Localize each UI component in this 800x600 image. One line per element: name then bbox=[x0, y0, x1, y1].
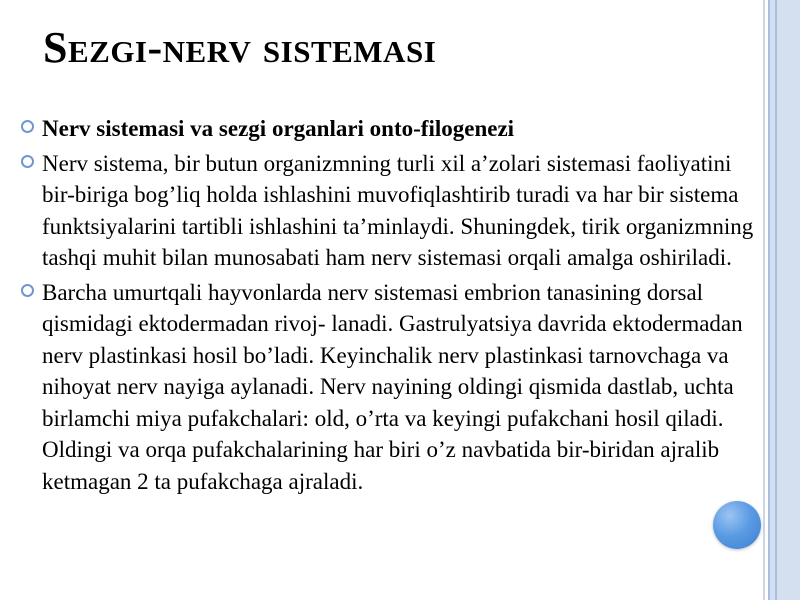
hollow-circle-bullet-icon bbox=[21, 120, 34, 133]
decorative-side-band bbox=[763, 0, 800, 600]
bullet-text: Nerv sistemasi va sezgi organlari onto-filogenezi bbox=[42, 116, 515, 141]
bullet-item-heading bbox=[20, 113, 755, 145]
bullet-item-nervous-system bbox=[20, 148, 755, 274]
decorative-side-line bbox=[775, 0, 777, 600]
slide-body bbox=[20, 113, 755, 500]
bullet-item-vertebrates bbox=[20, 277, 755, 498]
slide-title: Sezgi-nerv sistemasi bbox=[43, 23, 437, 72]
hollow-circle-bullet-icon bbox=[21, 155, 34, 168]
blue-circle-icon bbox=[713, 501, 761, 549]
bullet-text: Barcha umurtqali hayvonlarda nerv sistemasi embrion tanasining dorsal qismidagi ektodermadan rivoj- lanadi. Gastrulyatsiya davrida ektodermadan nerv plastinkasi hosil bo’ladi. Keyinchalik nerv plastinkasi tarnovchaga va nihoyat nerv nayiga aylanadi. Nerv nayining oldingi qismida dastlab, uchta birlamchi miya pufakchalari: old, o’rta va keyingi pufakchani hosil qiladi. Oldingi va orqa pufakchalarining har biri o’z navbatida bir-biridan ajralib ketmagan 2 ta pufakchaga ajraladi. bbox=[42, 279, 743, 494]
hollow-circle-bullet-icon bbox=[21, 284, 34, 297]
bullet-text: Nerv sistema, bir butun organizmning turli xil a’zolari sistemasi faoliyatini bir-biriga bog’liq holda ishlashini muvofiqlashtirib turadi va har bir sistema funktsiyalarini tartibli ishlashini ta’minlaydi. Shuningdek, tirik organizmning tashqi muhit bilan munosabati ham nerv sistemasi orqali amalga oshiriladi. bbox=[42, 150, 754, 270]
